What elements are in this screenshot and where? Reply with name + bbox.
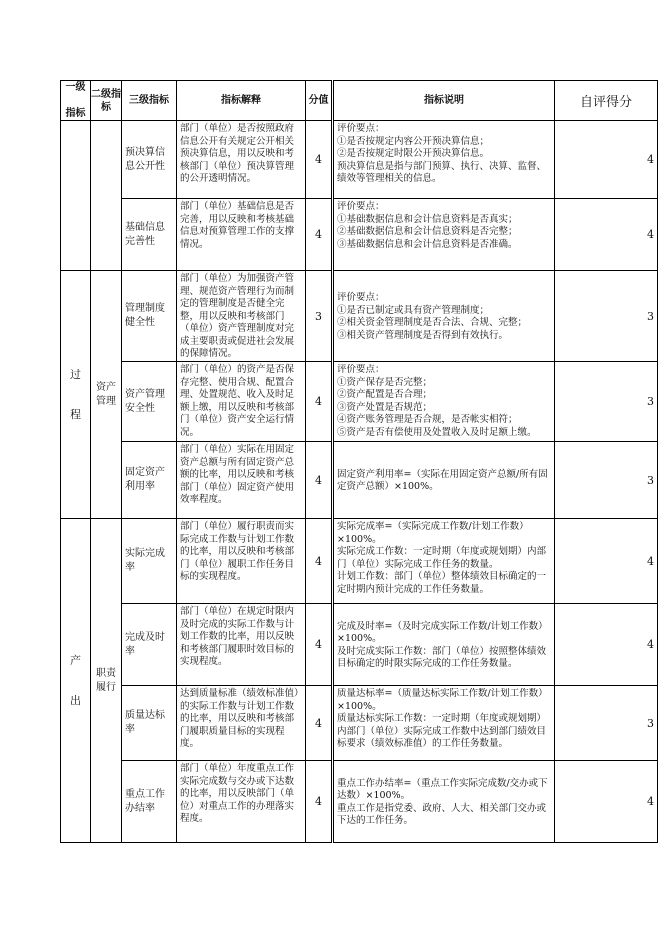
indicator-description: 评价要点： ①是否已制定或具有资产管理制度； ②相关资金管理制度是否合法、合规、完整； ③相关资产管理制度是否得到有效执行。 bbox=[333, 271, 555, 362]
level2-label-asset-management: 资产管理 bbox=[91, 271, 122, 519]
indicator-explanation: 部门（单位）为加强资产管理、规范资产管理行为而制定的管理制度是否健全完整，用以反映和考核部门（单位）资产管理制度对完成主要职责或促进社会发展的保障情况。 bbox=[177, 271, 306, 362]
header-level1: 一级 指标 bbox=[61, 81, 91, 121]
table-row bbox=[61, 761, 658, 843]
level1-cell-empty bbox=[61, 121, 91, 271]
self-score-value: 4 bbox=[555, 519, 658, 604]
level3-name: 质量达标率 bbox=[122, 686, 177, 761]
score-value: 4 bbox=[306, 519, 333, 604]
level3-name: 预决算信息公开性 bbox=[122, 121, 177, 199]
indicator-description: 重点工作办结率=（重点工作实际完成数/交办或下达数）×100%。 重点工作是指党委、政府、人大、相关部门交办或下达的工作任务。 bbox=[333, 761, 555, 843]
indicator-explanation: 部门（单位）履行职责而实际完成工作数与计划工作数的比率，用以反映和考核部门（单位）履职工作任务目标的实现程度。 bbox=[177, 519, 306, 604]
table-row bbox=[61, 199, 658, 271]
score-value: 4 bbox=[306, 199, 333, 271]
level3-name: 资产管理安全性 bbox=[122, 362, 177, 442]
score-value: 4 bbox=[306, 442, 333, 519]
indicator-description: 固定资产利用率=（实际在用固定资产总额/所有固定资产总额）×100%。 bbox=[333, 442, 555, 519]
level3-name: 基础信息完善性 bbox=[122, 199, 177, 271]
self-score-value: 3 bbox=[555, 362, 658, 442]
indicator-description: 评价要点： ①基础数据信息和会计信息资料是否真实； ②基础数据信息和会计信息资料是否完整； ③基础数据信息和会计信息资料是否准确。 bbox=[333, 199, 555, 271]
table-row bbox=[61, 519, 658, 604]
self-score-value: 4 bbox=[555, 199, 658, 271]
self-score-value: 3 bbox=[555, 271, 658, 362]
level1-label-process: 过 程 bbox=[61, 271, 91, 519]
evaluation-table bbox=[60, 80, 658, 843]
score-value: 4 bbox=[306, 362, 333, 442]
indicator-explanation: 部门（单位）在规定时限内及时完成的实际工作数与计划工作数的比率，用以反映和考核部门履职时效目标的实现程度。 bbox=[177, 604, 306, 686]
indicator-explanation: 部门（单位）实际在用固定资产总额与所有固定资产总额的比率，用以反映和考核部门（单位）固定资产使用效率程度。 bbox=[177, 442, 306, 519]
indicator-explanation: 部门（单位）的资产是否保存完整、使用合规、配置合理、处置规范、收入及时足额上缴，用以反映和考核部门（单位）资产安全运行情况。 bbox=[177, 362, 306, 442]
table-row bbox=[61, 604, 658, 686]
table-row bbox=[61, 362, 658, 442]
indicator-description: 完成及时率=（及时完成实际工作数/计划工作数）×100%。 及时完成实际工作数：部门（单位）按照整体绩效目标确定的时限实际完成的工作任务数量。 bbox=[333, 604, 555, 686]
score-value: 4 bbox=[306, 604, 333, 686]
table-row bbox=[61, 271, 658, 362]
table-row bbox=[61, 442, 658, 519]
indicator-explanation: 部门（单位）是否按照政府信息公开有关规定公开相关预决算信息，用以反映和考核部门（单位）预决算管理的公开透明情况。 bbox=[177, 121, 306, 199]
self-score-value: 3 bbox=[555, 686, 658, 761]
level2-cell-empty bbox=[91, 121, 122, 271]
level3-name: 固定资产利用率 bbox=[122, 442, 177, 519]
table-row bbox=[61, 686, 658, 761]
score-value: 4 bbox=[306, 121, 333, 199]
level3-name: 实际完成率 bbox=[122, 519, 177, 604]
level2-label-duty-performance: 职责履行 bbox=[91, 519, 122, 843]
header-self-score: 自评得分 bbox=[555, 81, 658, 121]
table-row bbox=[61, 121, 658, 199]
header-row bbox=[61, 81, 658, 121]
level3-name: 重点工作办结率 bbox=[122, 761, 177, 843]
level3-name: 完成及时率 bbox=[122, 604, 177, 686]
level3-name: 管理制度健全性 bbox=[122, 271, 177, 362]
score-value: 4 bbox=[306, 761, 333, 843]
indicator-description: 评价要点： ①是否按规定内容公开预决算信息； ②是否按规定时限公开预决算信息。 预决算信息是指与部门预算、执行、决算、监督、绩效等管理相关的信息。 bbox=[333, 121, 555, 199]
indicator-description: 质量达标率=（质量达标实际工作数/计划工作数）×100%。 质量达标实际工作数：一定时期（年度或规划期）内部门（单位）实际完成工作数中达到部门绩效目标要求（绩效标准值）的工作任务数量。 bbox=[333, 686, 555, 761]
indicator-explanation: 达到质量标准（绩效标准值）的实际工作数与计划工作数的比率，用以反映和考核部门履职质量目标的实现程度。 bbox=[177, 686, 306, 761]
indicator-description: 实际完成率=（实际完成工作数/计划工作数）×100%。 实际完成工作数：一定时期（年度或规划期）内部门（单位）实际完成工作任务的数量。 计划工作数：部门（单位）整体绩效目标确定的一定时期内预计完成的工作任务数量。 bbox=[333, 519, 555, 604]
indicator-explanation: 部门（单位）年度重点工作实际完成数与交办或下达数的比率，用以反映部门（单位）对重点工作的办理落实程度。 bbox=[177, 761, 306, 843]
indicator-description: 评价要点： ①资产保存是否完整； ②资产配置是否合理； ③资产处置是否规范； ④资产账务管理是否合规，是否帐实相符； ⑤资产是否有偿使用及处置收入及时足额上缴。 bbox=[333, 362, 555, 442]
self-score-value: 4 bbox=[555, 121, 658, 199]
score-value: 4 bbox=[306, 686, 333, 761]
header-level3: 三级指标 bbox=[122, 81, 177, 121]
self-score-value: 4 bbox=[555, 761, 658, 843]
self-score-value: 4 bbox=[555, 604, 658, 686]
score-value: 3 bbox=[306, 271, 333, 362]
header-level2: 二级指标 bbox=[91, 81, 122, 121]
level1-label-output: 产 出 bbox=[61, 519, 91, 843]
header-explanation: 指标解释 bbox=[177, 81, 306, 121]
self-score-value: 3 bbox=[555, 442, 658, 519]
header-description: 指标说明 bbox=[333, 81, 555, 121]
indicator-explanation: 部门（单位）基础信息是否完善，用以反映和考核基础信息对预算管理工作的支撑情况。 bbox=[177, 199, 306, 271]
header-score: 分值 bbox=[306, 81, 333, 121]
